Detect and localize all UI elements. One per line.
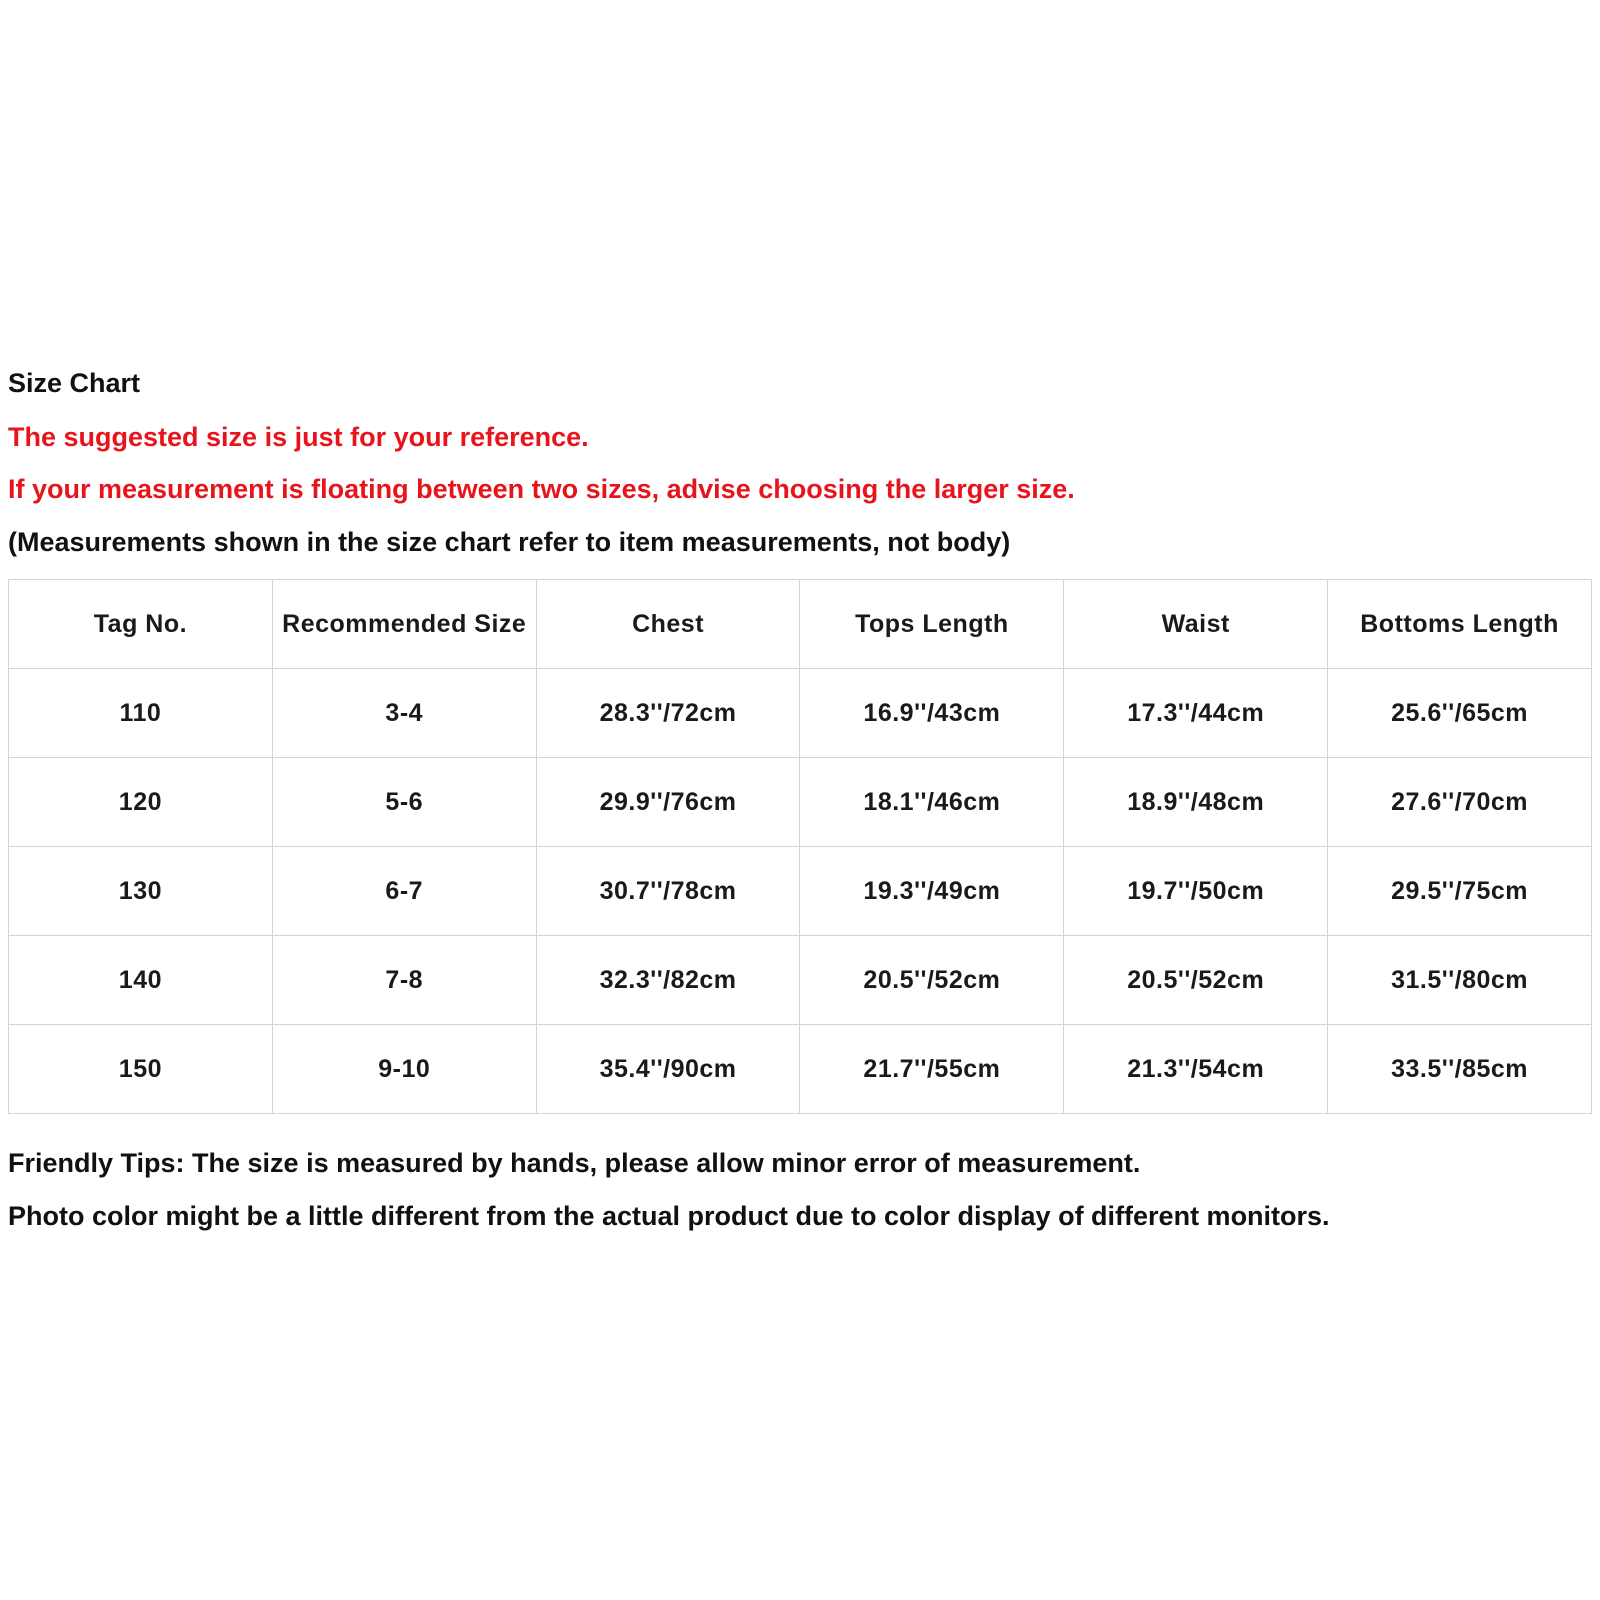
chest-cell: 28.3''/72cm [536,669,800,758]
recommended-size-cell: 7-8 [272,936,536,1025]
size-chart-section [8,368,1592,1231]
table-row [9,758,1592,847]
waist-cell: 21.3''/54cm [1064,1025,1328,1114]
chest-cell: 29.9''/76cm [536,758,800,847]
chest-cell: 35.4''/90cm [536,1025,800,1114]
chest-cell: 32.3''/82cm [536,936,800,1025]
column-header-recommended-size: Recommended Size [272,580,536,669]
reference-note: The suggested size is just for your reference. [8,422,589,452]
tops-length-cell: 19.3''/49cm [800,847,1064,936]
bottoms-length-cell: 25.6''/65cm [1328,669,1592,758]
size-chart-title: Size Chart [8,368,141,398]
tops-length-cell: 18.1''/46cm [800,758,1064,847]
tops-length-cell: 16.9''/43cm [800,669,1064,758]
recommended-size-cell: 5-6 [272,758,536,847]
tag-no-cell: 120 [9,758,273,847]
recommended-size-cell: 9-10 [272,1025,536,1114]
color-tip: Photo color might be a little different from the actual product due to color display of different monitors. [8,1201,1330,1231]
waist-cell: 18.9''/48cm [1064,758,1328,847]
bottoms-length-cell: 31.5''/80cm [1328,936,1592,1025]
waist-cell: 17.3''/44cm [1064,669,1328,758]
tag-no-cell: 110 [9,669,273,758]
advice-note: If your measurement is floating between two sizes, advise choosing the larger size. [8,474,1075,504]
waist-cell: 19.7''/50cm [1064,847,1328,936]
recommended-size-cell: 6-7 [272,847,536,936]
tag-no-cell: 150 [9,1025,273,1114]
tag-no-cell: 140 [9,936,273,1025]
table-row [9,847,1592,936]
column-header-tag-no: Tag No. [9,580,273,669]
column-header-chest: Chest [536,580,800,669]
table-header-row [9,580,1592,669]
table-row [9,669,1592,758]
measurement-note: (Measurements shown in the size chart refer to item measurements, not body) [8,527,1011,557]
waist-cell: 20.5''/52cm [1064,936,1328,1025]
table-row [9,936,1592,1025]
bottoms-length-cell: 27.6''/70cm [1328,758,1592,847]
friendly-tip: Friendly Tips: The size is measured by hands, please allow minor error of measurement. [8,1148,1141,1178]
size-table [8,579,1592,1114]
bottoms-length-cell: 29.5''/75cm [1328,847,1592,936]
column-header-bottoms-length: Bottoms Length [1328,580,1592,669]
tops-length-cell: 20.5''/52cm [800,936,1064,1025]
column-header-tops-length: Tops Length [800,580,1064,669]
chest-cell: 30.7''/78cm [536,847,800,936]
recommended-size-cell: 3-4 [272,669,536,758]
tops-length-cell: 21.7''/55cm [800,1025,1064,1114]
table-row [9,1025,1592,1114]
tag-no-cell: 130 [9,847,273,936]
column-header-waist: Waist [1064,580,1328,669]
bottoms-length-cell: 33.5''/85cm [1328,1025,1592,1114]
